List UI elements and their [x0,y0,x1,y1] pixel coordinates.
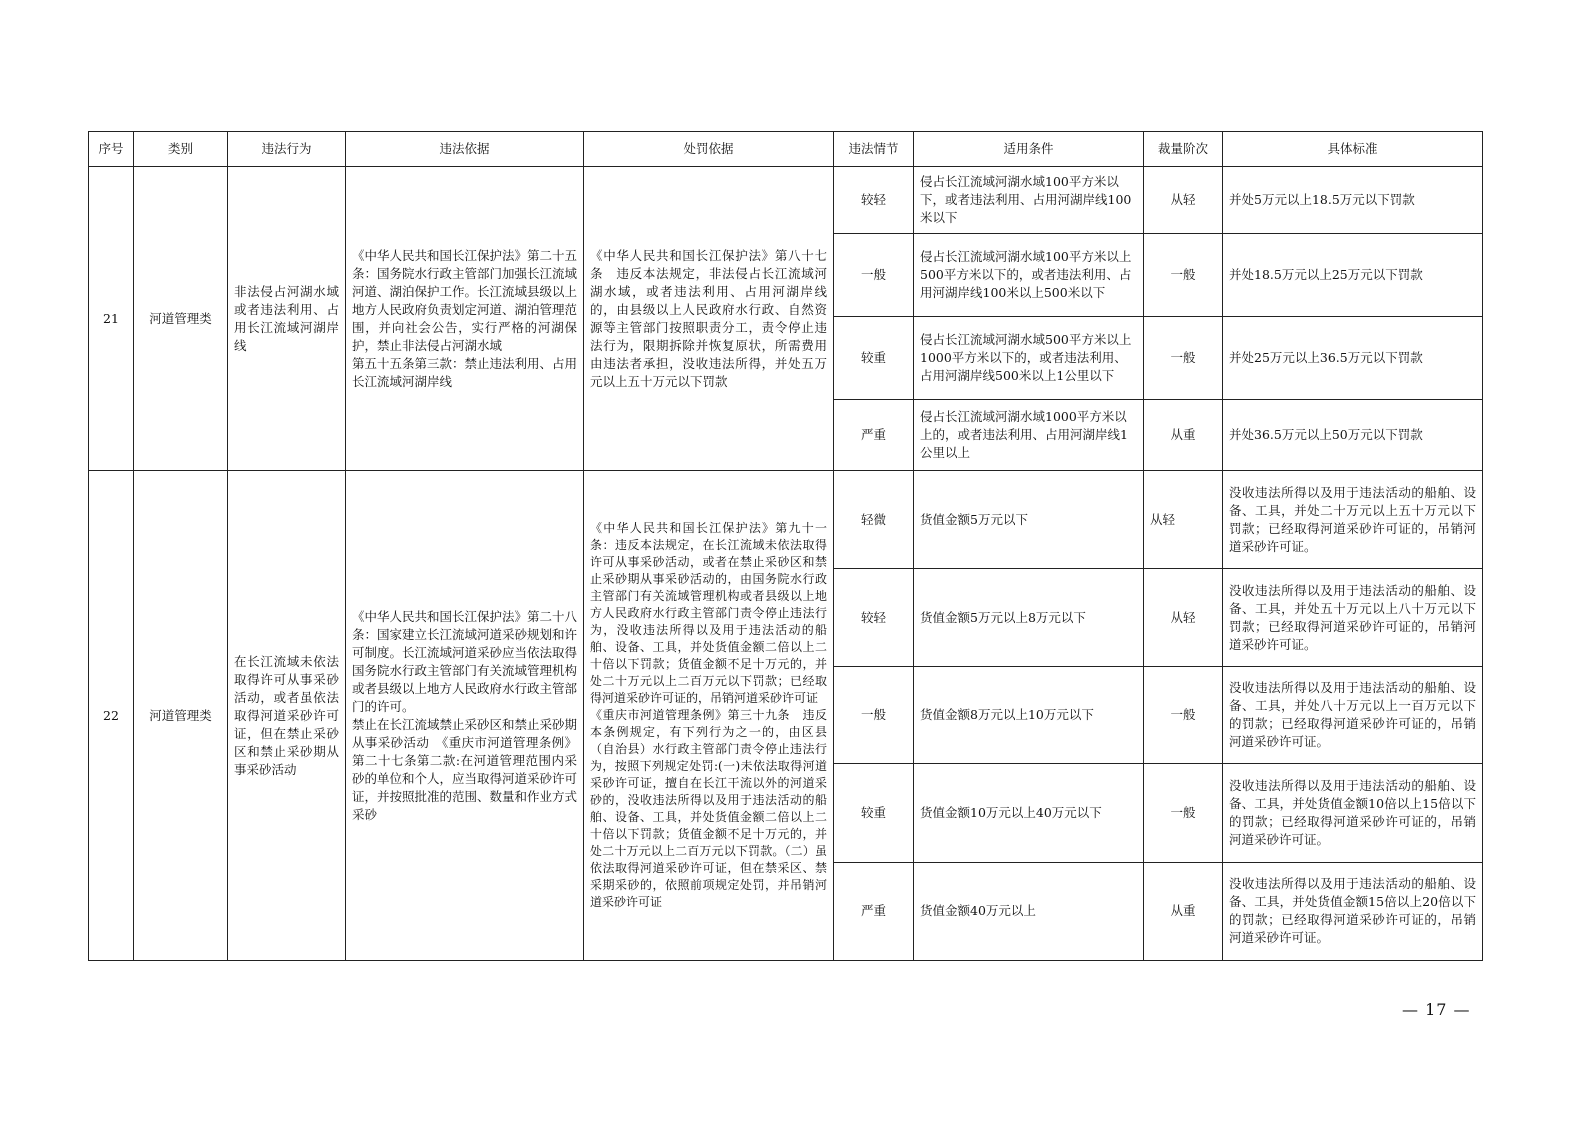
header-no: 序号 [89,132,134,167]
header-condition: 适用条件 [914,132,1144,167]
header-category: 类别 [134,132,228,167]
level-plot: 严重 [834,862,914,960]
level-condition: 侵占长江流域河湖水域500平方米以上1000平方米以下的，或者违法利用、占用河湖岸线500米以上1公里以下 [914,316,1144,399]
entry-penalty: 《中华人民共和国长江保护法》第九十一条：违反本法规定，在长江流域未依法取得许可从事采砂活动，或者在禁止采砂区和禁止采砂期从事采砂活动的，由国务院水行政主管部门有关流域管理机构或者县级以上地方人民政府水行政主管部门责令停止违法行为，没收违法所得以及用于违法活动的船舶、设备、工具，并处货值金额二倍以上二十倍以下罚款；货值金额不足十万元的，并处二十万元以上二百万元以下罚款；已经取得河道采砂许可证的，吊销河道采砂许可证 《重庆市河道管理条例》第三十九条 违反本条例规定，有下列行为之一的，由区县（自治县）水行政主管部门责令停止违法行为，按照下列规定处罚:(一)未依法取得河道采砂许可证，擅自在长江干流以外的河道采砂的，没收违法所得以及用于违法活动的船舶、设备、工具，并处货值金额二倍以上二十倍以下罚款；货值金额不足十万元的，并处二十万元以上二百万元以下罚款。（二）虽依法取得河道采砂许可证，但在禁采区、禁采期采砂的，依照前项规定处罚，并吊销河道采砂许可证 [584,471,834,961]
level-condition: 侵占长江流域河湖水域100平方米以下，或者违法利用、占用河湖岸线100米以下 [914,167,1144,234]
table-row [89,471,1483,569]
header-plot: 违法情节 [834,132,914,167]
level-plot: 一般 [834,666,914,763]
level-standard: 并处5万元以上18.5万元以下罚款 [1223,167,1483,234]
level-grade: 从重 [1144,862,1223,960]
level-grade: 一般 [1144,764,1223,862]
level-standard: 并处25万元以上36.5万元以下罚款 [1223,316,1483,399]
header-penalty: 处罚依据 [584,132,834,167]
header-standard: 具体标准 [1223,132,1483,167]
entry-act: 非法侵占河湖水域或者违法利用、占用长江流域河湖岸线 [228,167,346,471]
level-standard: 并处18.5万元以上25万元以下罚款 [1223,234,1483,316]
entry-act: 在长江流域未依法取得许可从事采砂活动，或者虽依法取得河道采砂许可证，但在禁止采砂区和禁止采砂期从事采砂活动 [228,471,346,961]
level-grade: 从轻 [1144,569,1223,666]
level-plot: 一般 [834,234,914,316]
page-number: — 17 — [1402,1000,1471,1019]
entry-basis: 《中华人民共和国长江保护法》第二十八条：国家建立长江流域河道采砂规划和许可制度。长江流域河道采砂应当依法取得国务院水行政主管部门有关流域管理机构或者县级以上地方人民政府水行政主管部门的许可。 禁止在长江流域禁止采砂区和禁止采砂期从事采砂活动 《重庆市河道管理条例》第二十七条第二款:在河道管理范围内采砂的单位和个人，应当取得河道采砂许可证，并按照批准的范围、数量和作业方式采砂 [346,471,584,961]
level-standard: 没收违法所得以及用于违法活动的船舶、设备、工具，并处八十万元以上一百万元以下的罚款；已经取得河道采砂许可证的，吊销河道采砂许可证。 [1223,666,1483,763]
entry-no: 21 [89,167,134,471]
level-standard: 并处36.5万元以上50万元以下罚款 [1223,399,1483,470]
level-grade: 一般 [1144,316,1223,399]
table-row [89,167,1483,234]
level-condition: 货值金额40万元以上 [914,862,1144,960]
level-condition: 货值金额5万元以下 [914,471,1144,569]
level-condition: 侵占长江流域河湖水域1000平方米以上的，或者违法利用、占用河湖岸线1公里以上 [914,399,1144,470]
level-grade: 一般 [1144,666,1223,763]
header-grade: 裁量阶次 [1144,132,1223,167]
level-grade: 从轻 [1144,167,1223,234]
entry-basis: 《中华人民共和国长江保护法》第二十五条：国务院水行政主管部门加强长江流域河道、湖泊保护工作。长江流域县级以上地方人民政府负责划定河道、湖泊管理范围，并向社会公告，实行严格的河湖保护，禁止非法侵占河湖水域 第五十五条第三款：禁止违法利用、占用长江流域河湖岸线 [346,167,584,471]
level-plot: 严重 [834,399,914,470]
level-condition: 货值金额8万元以上10万元以下 [914,666,1144,763]
penalty-discretion-table [88,131,1483,961]
level-grade: 从轻 [1144,471,1223,569]
level-plot: 较重 [834,764,914,862]
entry-category: 河道管理类 [134,167,228,471]
level-grade: 从重 [1144,399,1223,470]
entry-no: 22 [89,471,134,961]
level-grade: 一般 [1144,234,1223,316]
header-basis: 违法依据 [346,132,584,167]
level-condition: 侵占长江流域河湖水域100平方米以上500平方米以下的，或者违法利用、占用河湖岸线100米以上500米以下 [914,234,1144,316]
level-plot: 轻微 [834,471,914,569]
header-act: 违法行为 [228,132,346,167]
level-plot: 较轻 [834,167,914,234]
entry-category: 河道管理类 [134,471,228,961]
level-standard: 没收违法所得以及用于违法活动的船舶、设备、工具，并处货值金额15倍以上20倍以下的罚款；已经取得河道采砂许可证的，吊销河道采砂许可证。 [1223,862,1483,960]
entry-penalty: 《中华人民共和国长江保护法》第八十七条 违反本法规定，非法侵占长江流域河湖水域，或者违法利用、占用河湖岸线的，由县级以上人民政府水行政、自然资源等主管部门按照职责分工，责令停止违法行为，限期拆除并恢复原状，所需费用由违法者承担，没收违法所得，并处五万元以上五十万元以下罚款 [584,167,834,471]
header-row [89,132,1483,167]
level-standard: 没收违法所得以及用于违法活动的船舶、设备、工具，并处二十万元以上五十万元以下罚款；已经取得河道采砂许可证的，吊销河道采砂许可证。 [1223,471,1483,569]
level-plot: 较重 [834,316,914,399]
level-standard: 没收违法所得以及用于违法活动的船舶、设备、工具，并处五十万元以上八十万元以下罚款；已经取得河道采砂许可证的，吊销河道采砂许可证。 [1223,569,1483,666]
level-standard: 没收违法所得以及用于违法活动的船舶、设备、工具，并处货值金额10倍以上15倍以下的罚款；已经取得河道采砂许可证的，吊销河道采砂许可证。 [1223,764,1483,862]
level-plot: 较轻 [834,569,914,666]
level-condition: 货值金额5万元以上8万元以下 [914,569,1144,666]
level-condition: 货值金额10万元以上40万元以下 [914,764,1144,862]
